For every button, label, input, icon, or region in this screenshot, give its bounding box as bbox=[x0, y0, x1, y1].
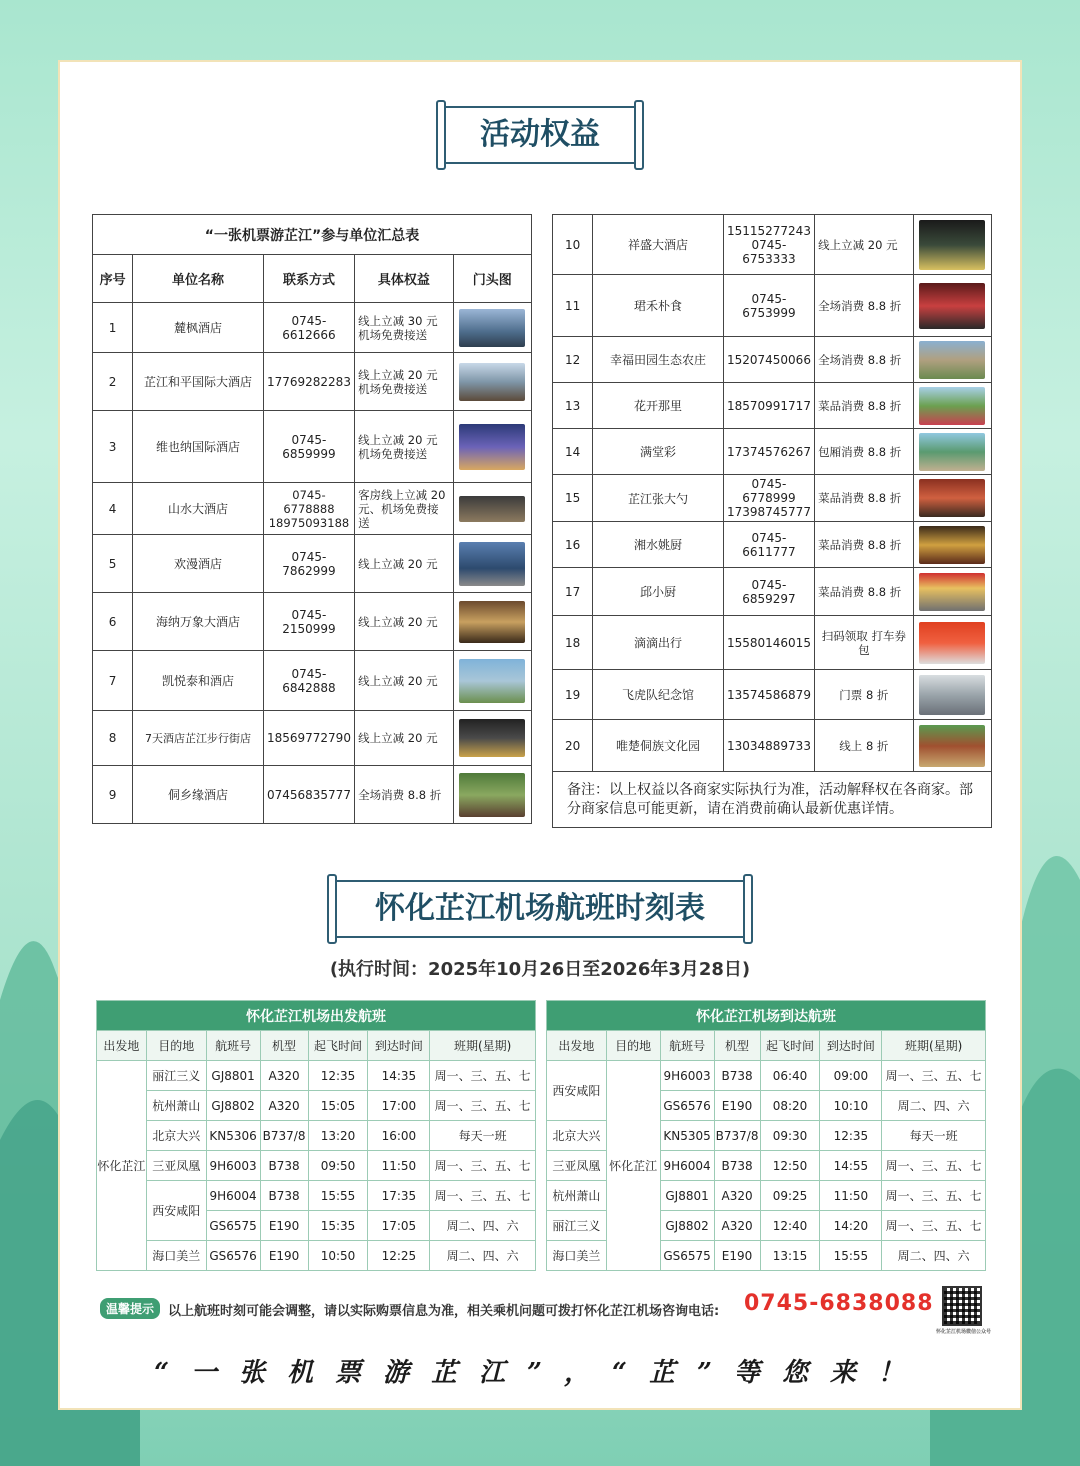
merchant-benefit: 菜品消费 8.8 折 bbox=[815, 522, 913, 568]
tip-badge: 温馨提示 bbox=[100, 1298, 160, 1319]
storefront-photo bbox=[919, 622, 985, 664]
table-row: 9 侗乡缘酒店 07456835777 全场消费 8.8 折 bbox=[93, 766, 532, 824]
merchant-contact: 17374576267 bbox=[723, 429, 814, 475]
flight-row: 海口美兰 GS6575 E190 13:15 15:55 周二、四、六 bbox=[547, 1241, 986, 1271]
qr-code-icon[interactable] bbox=[942, 1286, 982, 1326]
header-no: 序号 bbox=[93, 255, 133, 303]
qr-caption: 怀化芷江机场微信公众号 bbox=[936, 1329, 992, 1335]
header-name: 单位名称 bbox=[133, 255, 264, 303]
flight-row: GS6576 E190 08:20 10:10 周二、四、六 bbox=[547, 1091, 986, 1121]
merchant-benefit: 扫码领取 打车券包 bbox=[815, 616, 913, 670]
section-title-schedule: 怀化芷江机场航班时刻表 bbox=[335, 880, 745, 938]
merchant-benefit: 客房线上立减 20 元、机场免费接送 bbox=[355, 483, 453, 535]
table-row: 10 祥盛大酒店 15115277243 0745-6753333 线上立减 20 元 bbox=[553, 215, 992, 275]
merchant-name: 飞虎队纪念馆 bbox=[593, 670, 724, 720]
merchant-name: 山水大酒店 bbox=[133, 483, 264, 535]
table-row: 11 珺禾朴食 0745-6753999 全场消费 8.8 折 bbox=[553, 275, 992, 337]
table-row: 14 满堂彩 17374576267 包厢消费 8.8 折 bbox=[553, 429, 992, 475]
merchant-contact: 0745-6859999 bbox=[263, 411, 354, 483]
flight-row: GS6575 E190 15:35 17:05 周二、四、六 bbox=[97, 1211, 536, 1241]
merchant-benefit: 线上立减 20 元 bbox=[355, 593, 453, 651]
merchant-benefit: 全场消费 8.8 折 bbox=[815, 337, 913, 383]
storefront-photo bbox=[459, 496, 525, 522]
storefront-photo bbox=[919, 341, 985, 379]
merchant-contact: 0745-6842888 bbox=[263, 651, 354, 711]
merchant-name: 花开那里 bbox=[593, 383, 724, 429]
table-row: 3 维也纳国际酒店 0745-6859999 线上立减 20 元 机场免费接送 bbox=[93, 411, 532, 483]
merchant-contact: 13574586879 bbox=[723, 670, 814, 720]
merchant-name: 芷江和平国际大酒店 bbox=[133, 353, 264, 411]
table-row: 17 邱小厨 0745-6859297 菜品消费 8.8 折 bbox=[553, 568, 992, 616]
schedule-period: (执行时间：2025年10月26日至2026年3月28日) bbox=[329, 959, 751, 980]
flight-row: 怀化芷江 丽江三义 GJ8801 A320 12:35 14:35 周一、三、五、七 bbox=[97, 1061, 536, 1091]
flight-row: 北京大兴 KN5305 B737/8 09:30 12:35 每天一班 bbox=[547, 1121, 986, 1151]
storefront-photo bbox=[919, 526, 985, 564]
merchant-benefit: 线上立减 20 元 bbox=[355, 711, 453, 766]
flight-row: 北京大兴 KN5306 B737/8 13:20 16:00 每天一班 bbox=[97, 1121, 536, 1151]
merchant-benefit: 门票 8 折 bbox=[815, 670, 913, 720]
merchant-name: 芷江张大勺 bbox=[593, 475, 724, 522]
flight-row: 丽江三义 GJ8802 A320 12:40 14:20 周一、三、五、七 bbox=[547, 1211, 986, 1241]
table-row: 20 唯楚侗族文化园 13034889733 线上 8 折 bbox=[553, 720, 992, 772]
table-row: 12 幸福田园生态农庄 15207450066 全场消费 8.8 折 bbox=[553, 337, 992, 383]
merchant-contact: 13034889733 bbox=[723, 720, 814, 772]
summary-table-title: “一张机票游芷江”参与单位汇总表 bbox=[93, 215, 532, 255]
storefront-photo bbox=[919, 220, 985, 270]
merchant-benefit: 菜品消费 8.8 折 bbox=[815, 568, 913, 616]
storefront-photo bbox=[459, 363, 525, 401]
storefront-photo bbox=[919, 675, 985, 715]
merchant-benefit: 菜品消费 8.8 折 bbox=[815, 383, 913, 429]
flight-row: 杭州萧山 GJ8801 A320 09:25 11:50 周一、三、五、七 bbox=[547, 1181, 986, 1211]
table-row: 4 山水大酒店 0745-6778888 18975093188 客房线上立减 20 元、机场免费接送 bbox=[93, 483, 532, 535]
merchant-benefit: 线上立减 20 元 机场免费接送 bbox=[355, 353, 453, 411]
storefront-photo bbox=[919, 387, 985, 425]
merchant-contact: 0745-6778999 17398745777 bbox=[723, 475, 814, 522]
table-row: 7 凯悦泰和酒店 0745-6842888 线上立减 20 元 bbox=[93, 651, 532, 711]
merchant-contact: 18569772790 bbox=[263, 711, 354, 766]
flight-row: 西安咸阳 9H6004 B738 15:55 17:35 周一、三、五、七 bbox=[97, 1181, 536, 1211]
merchant-contact: 0745-2150999 bbox=[263, 593, 354, 651]
storefront-photo bbox=[459, 424, 525, 470]
storefront-photo bbox=[919, 573, 985, 611]
merchant-name: 凯悦泰和酒店 bbox=[133, 651, 264, 711]
merchant-benefit: 线上立减 20 元 bbox=[355, 651, 453, 711]
flight-row: 杭州萧山 GJ8802 A320 15:05 17:00 周一、三、五、七 bbox=[97, 1091, 536, 1121]
storefront-photo bbox=[919, 725, 985, 767]
merchant-contact: 0745-7862999 bbox=[263, 535, 354, 593]
poster-panel bbox=[58, 60, 1022, 1410]
merchant-contact: 17769282283 bbox=[263, 353, 354, 411]
merchant-benefit: 线上立减 20 元 bbox=[815, 215, 913, 275]
merchant-name: 幸福田园生态农庄 bbox=[593, 337, 724, 383]
header-contact: 联系方式 bbox=[263, 255, 354, 303]
merchant-name: 邱小厨 bbox=[593, 568, 724, 616]
departures-title: 怀化芷江机场出发航班 bbox=[97, 1001, 536, 1031]
merchant-contact: 15115277243 0745-6753333 bbox=[723, 215, 814, 275]
merchant-name: 珺禾朴食 bbox=[593, 275, 724, 337]
summary-table-left bbox=[92, 214, 532, 824]
slogan: “一张机票游芷江”，“芷”等您来！ bbox=[154, 1358, 926, 1388]
merchant-benefit: 全场消费 8.8 折 bbox=[815, 275, 913, 337]
storefront-photo bbox=[459, 309, 525, 347]
merchant-name: 滴滴出行 bbox=[593, 616, 724, 670]
merchant-name: 湘水姚厨 bbox=[593, 522, 724, 568]
merchant-contact: 0745-6778888 18975093188 bbox=[263, 483, 354, 535]
table-row: 18 滴滴出行 15580146015 扫码领取 打车券包 bbox=[553, 616, 992, 670]
storefront-photo bbox=[459, 773, 525, 817]
merchant-contact: 0745-6611777 bbox=[723, 522, 814, 568]
storefront-photo bbox=[459, 542, 525, 586]
section-title-benefits: 活动权益 bbox=[444, 106, 636, 164]
merchant-benefit: 全场消费 8.8 折 bbox=[355, 766, 453, 824]
merchant-contact: 0745-6753999 bbox=[723, 275, 814, 337]
remark-note: 备注：以上权益以各商家实际执行为准，活动解释权在各商家。部分商家信息可能更新，请在消费前确认最新优惠详情。 bbox=[553, 772, 992, 828]
merchant-contact: 07456835777 bbox=[263, 766, 354, 824]
flight-row: 西安咸阳 怀化芷江 9H6003 B738 06:40 09:00 周一、三、五、七 bbox=[547, 1061, 986, 1091]
merchant-name: 维也纳国际酒店 bbox=[133, 411, 264, 483]
departures-table: 怀化芷江机场出发航班 出发地 目的地 航班号 机型 起飞时间 到达时间 班期(星期) 怀化芷江 丽江三义 GJ8801 A320 12:35 14:35 周一、三、五、七 杭州萧山 GJ8802 A320 15:05 17:00 周一、三、五、七 北京大兴 KN5306 B737/8 13:20 16:00 每天一班 三亚凤凰 9H6003 B738 09:50 11:50 周一、三、五、七 西安咸阳 9H6004 B738 15:55 17:35 周一、三、五、七 GS6575 E190 15:35 17:05 周二、四、六 海口美兰 GS6576 E190 10:50 12:25 周二、四、六 bbox=[96, 1000, 536, 1271]
merchant-contact: 0745-6612666 bbox=[263, 303, 354, 353]
header-photo: 门头图 bbox=[453, 255, 531, 303]
merchant-name: 海纳万象大酒店 bbox=[133, 593, 264, 651]
merchant-benefit: 菜品消费 8.8 折 bbox=[815, 475, 913, 522]
storefront-photo bbox=[459, 719, 525, 757]
departure-origin: 怀化芷江 bbox=[97, 1061, 147, 1271]
table-row: 13 花开那里 18570991717 菜品消费 8.8 折 bbox=[553, 383, 992, 429]
table-row: 8 7天酒店芷江步行街店 18569772790 线上立减 20 元 bbox=[93, 711, 532, 766]
flight-row: 三亚凤凰 9H6003 B738 09:50 11:50 周一、三、五、七 bbox=[97, 1151, 536, 1181]
merchant-contact: 0745-6859297 bbox=[723, 568, 814, 616]
merchant-benefit: 线上立减 30 元 机场免费接送 bbox=[355, 303, 453, 353]
merchant-name: 满堂彩 bbox=[593, 429, 724, 475]
table-row: 5 欢漫酒店 0745-7862999 线上立减 20 元 bbox=[93, 535, 532, 593]
arrivals-table: 怀化芷江机场到达航班 出发地 目的地 航班号 机型 起飞时间 到达时间 班期(星期) 西安咸阳 怀化芷江 9H6003 B738 06:40 09:00 周一、三、五、七 GS6576 E190 08:20 10:10 周二、四、六 北京大兴 KN5305 B737/8 09:30 12:35 每天一班 三亚凤凰 9H6004 B738 12:50 14:55 周一、三、五、七 杭州萧山 GJ8801 A320 09:25 11:50 周一、三、五、七 丽江三义 GJ8802 A320 12:40 14:20 周一、三、五、七 海口美兰 GS6575 E190 13:15 15:55 周二、四、六 bbox=[546, 1000, 986, 1271]
merchant-name: 欢漫酒店 bbox=[133, 535, 264, 593]
table-row: 6 海纳万象大酒店 0745-2150999 线上立减 20 元 bbox=[93, 593, 532, 651]
storefront-photo bbox=[919, 479, 985, 517]
table-row: 16 湘水姚厨 0745-6611777 菜品消费 8.8 折 bbox=[553, 522, 992, 568]
tip-text: 以上航班时刻可能会调整，请以实际购票信息为准，相关乘机问题可拨打怀化芷江机场咨询电话: bbox=[168, 1304, 720, 1319]
warm-tip bbox=[100, 1290, 992, 1335]
table-row: 19 飞虎队纪念馆 13574586879 门票 8 折 bbox=[553, 670, 992, 720]
storefront-photo bbox=[459, 601, 525, 643]
table-row: 1 麓枫酒店 0745-6612666 线上立减 30 元 机场免费接送 bbox=[93, 303, 532, 353]
airport-phone[interactable]: 0745-6838088 bbox=[744, 1291, 934, 1316]
merchant-name: 侗乡缘酒店 bbox=[133, 766, 264, 824]
merchant-name: 唯楚侗族文化园 bbox=[593, 720, 724, 772]
merchant-benefit: 线上立减 20 元 bbox=[355, 535, 453, 593]
merchant-benefit: 线上 8 折 bbox=[815, 720, 913, 772]
summary-table-right bbox=[552, 214, 992, 828]
merchant-name: 麓枫酒店 bbox=[133, 303, 264, 353]
table-row: 15 芷江张大勺 0745-6778999 17398745777 菜品消费 8.8 折 bbox=[553, 475, 992, 522]
flight-row: 海口美兰 GS6576 E190 10:50 12:25 周二、四、六 bbox=[97, 1241, 536, 1271]
merchant-benefit: 包厢消费 8.8 折 bbox=[815, 429, 913, 475]
merchant-name: 祥盛大酒店 bbox=[593, 215, 724, 275]
storefront-photo bbox=[919, 283, 985, 329]
table-row: 2 芷江和平国际大酒店 17769282283 线上立减 20 元 机场免费接送 bbox=[93, 353, 532, 411]
merchant-benefit: 线上立减 20 元 机场免费接送 bbox=[355, 411, 453, 483]
arrivals-title: 怀化芷江机场到达航班 bbox=[547, 1001, 986, 1031]
merchant-name: 7天酒店芷江步行街店 bbox=[133, 711, 264, 766]
merchant-contact: 15580146015 bbox=[723, 616, 814, 670]
storefront-photo bbox=[459, 659, 525, 703]
merchant-contact: 18570991717 bbox=[723, 383, 814, 429]
arrival-destination: 怀化芷江 bbox=[606, 1061, 660, 1271]
flight-row: 三亚凤凰 9H6004 B738 12:50 14:55 周一、三、五、七 bbox=[547, 1151, 986, 1181]
storefront-photo bbox=[919, 433, 985, 471]
header-benefit: 具体权益 bbox=[355, 255, 453, 303]
merchant-contact: 15207450066 bbox=[723, 337, 814, 383]
